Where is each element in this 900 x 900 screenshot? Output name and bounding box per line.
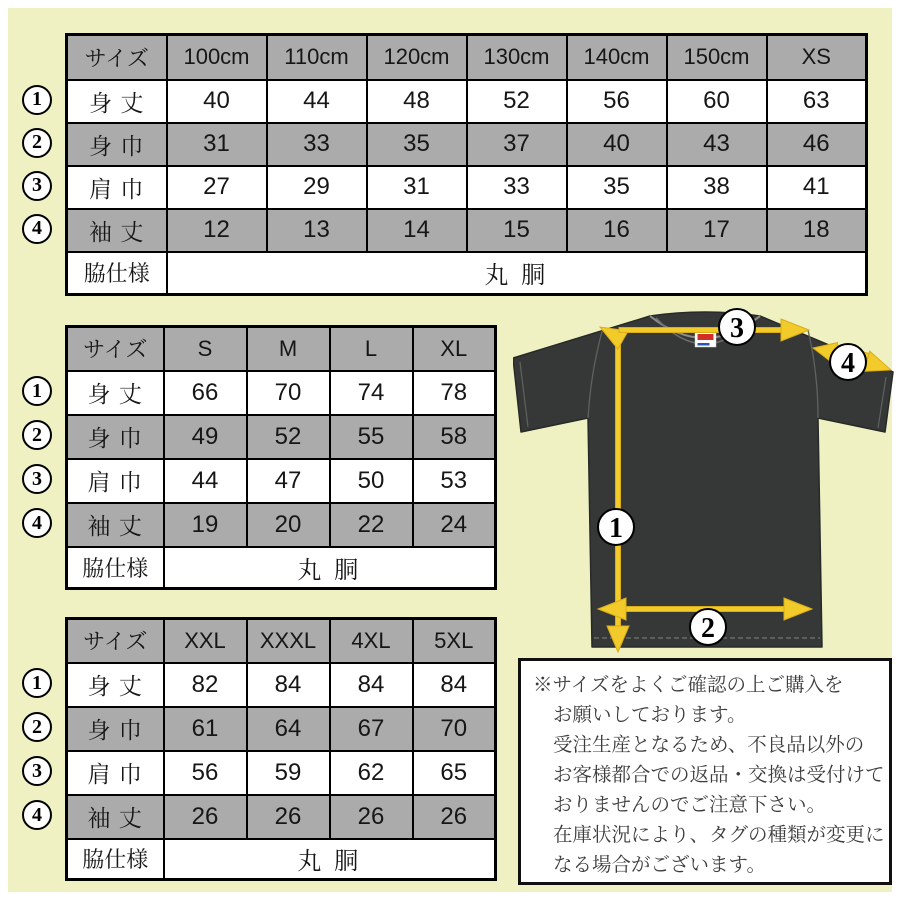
measurement-value: 44: [164, 459, 247, 503]
size-col-header: M: [247, 327, 330, 371]
measurement-value: 18: [767, 209, 867, 252]
row-number-1: 1: [22, 376, 52, 406]
note-line: 在庫状況により、タグの種類が変更に: [553, 824, 885, 846]
size-col-header: 5XL: [413, 619, 496, 663]
size-col-header: XL: [413, 327, 496, 371]
measurement-row: [67, 459, 496, 503]
measurement-value: 48: [367, 80, 467, 123]
measurement-value: 26: [330, 795, 413, 839]
measurement-value: 84: [247, 663, 330, 707]
row-number-2: 2: [22, 128, 52, 158]
measurement-value: 59: [247, 751, 330, 795]
measurement-value: 82: [164, 663, 247, 707]
measurement-row: [67, 707, 496, 751]
marker-4: [830, 344, 866, 380]
measurement-value: 53: [413, 459, 496, 503]
measurement-row: [67, 751, 496, 795]
measurement-label: 袖 丈: [67, 795, 164, 839]
measurement-value: 22: [330, 503, 413, 547]
measurement-row: [67, 503, 496, 547]
measurement-value: 26: [247, 795, 330, 839]
measurement-label: 袖 丈: [67, 209, 167, 252]
measurement-value: 60: [667, 80, 767, 123]
footer-row: [67, 547, 496, 589]
measurement-value: 12: [167, 209, 267, 252]
measurement-row: [67, 795, 496, 839]
size-col-header: 110cm: [267, 35, 367, 80]
measurement-value: 29: [267, 166, 367, 209]
measurement-value: 78: [413, 371, 496, 415]
measurement-value: 63: [767, 80, 867, 123]
size-col-header: XXXL: [247, 619, 330, 663]
measurement-value: 33: [467, 166, 567, 209]
measurement-value: 24: [413, 503, 496, 547]
size-table-adult: [65, 325, 497, 590]
size-col-header: L: [330, 327, 413, 371]
measurement-label: 肩 巾: [67, 166, 167, 209]
size-col-header: S: [164, 327, 247, 371]
measurement-value: 58: [413, 415, 496, 459]
measurement-value: 74: [330, 371, 413, 415]
size-col-header: XXL: [164, 619, 247, 663]
measurement-value: 43: [667, 123, 767, 166]
measurement-value: 70: [247, 371, 330, 415]
marker-2: [690, 609, 726, 645]
header-row: [67, 35, 867, 80]
size-label-header: サイズ: [67, 619, 164, 663]
side-spec-label: 脇仕様: [67, 252, 167, 295]
measurement-value: 61: [164, 707, 247, 751]
row-number-3: 3: [22, 756, 52, 786]
measurement-value: 56: [164, 751, 247, 795]
row-number-1: 1: [22, 668, 52, 698]
measurement-value: 65: [413, 751, 496, 795]
measurement-value: 16: [567, 209, 667, 252]
measurement-value: 55: [330, 415, 413, 459]
note-line: 受注生産となるため、不良品以外の: [553, 734, 865, 756]
measurement-row: [67, 663, 496, 707]
measurement-value: 70: [413, 707, 496, 751]
measurement-value: 31: [167, 123, 267, 166]
row-number-3: 3: [22, 464, 52, 494]
measurement-value: 26: [413, 795, 496, 839]
size-table-big-block: [32, 617, 497, 881]
header-row: [67, 327, 496, 371]
measurement-value: 47: [247, 459, 330, 503]
note-line: ※サイズをよくご確認の上ご購入を: [533, 674, 844, 696]
size-table-adult-block: [32, 325, 497, 590]
measurement-label: 身 巾: [67, 707, 164, 751]
size-col-header: 150cm: [667, 35, 767, 80]
measurement-value: 35: [367, 123, 467, 166]
measurement-value: 84: [413, 663, 496, 707]
purchase-note-box: [518, 658, 892, 885]
svg-text:2: 2: [701, 613, 715, 644]
size-label-header: サイズ: [67, 35, 167, 80]
measurement-value: 49: [164, 415, 247, 459]
size-table-kids: [65, 33, 868, 296]
tshirt-measurement-diagram: [513, 300, 895, 658]
measurement-value: 56: [567, 80, 667, 123]
note-line: なる場合がございます。: [553, 854, 766, 876]
size-label-header: サイズ: [67, 327, 164, 371]
measurement-value: 20: [247, 503, 330, 547]
measurement-row: [67, 166, 867, 209]
measurement-value: 26: [164, 795, 247, 839]
note-line: お願いしております。: [553, 704, 747, 726]
measurement-value: 66: [164, 371, 247, 415]
measurement-value: 38: [667, 166, 767, 209]
measurement-value: 41: [767, 166, 867, 209]
size-table-big: [65, 617, 497, 881]
measurement-label: 身 巾: [67, 415, 164, 459]
measurement-label: 身 丈: [67, 80, 167, 123]
row-number-3: 3: [22, 171, 52, 201]
measurement-value: 31: [367, 166, 467, 209]
row-number-4: 4: [22, 214, 52, 244]
measurement-label: 身 丈: [67, 663, 164, 707]
size-col-header: 120cm: [367, 35, 467, 80]
measurement-value: 37: [467, 123, 567, 166]
header-row: [67, 619, 496, 663]
size-col-header: 130cm: [467, 35, 567, 80]
measurement-value: 52: [247, 415, 330, 459]
svg-text:1: 1: [609, 513, 623, 544]
size-col-header: 140cm: [567, 35, 667, 80]
measurement-value: 35: [567, 166, 667, 209]
measurement-row: [67, 80, 867, 123]
measurement-value: 62: [330, 751, 413, 795]
measurement-value: 19: [164, 503, 247, 547]
brand-tag-icon: [695, 331, 716, 347]
measurement-value: 15: [467, 209, 567, 252]
footer-row: [67, 839, 496, 880]
measurement-label: 身 丈: [67, 371, 164, 415]
marker-3: [719, 309, 755, 345]
measurement-row: [67, 123, 867, 166]
svg-text:3: 3: [730, 313, 744, 344]
measurement-value: 33: [267, 123, 367, 166]
measurement-value: 67: [330, 707, 413, 751]
side-spec-value: 丸 胴: [164, 839, 496, 880]
measurement-label: 肩 巾: [67, 459, 164, 503]
measurement-value: 40: [167, 80, 267, 123]
side-spec-value: 丸 胴: [164, 547, 496, 589]
side-spec-value: 丸 胴: [167, 252, 867, 295]
measurement-row: [67, 415, 496, 459]
measurement-value: 13: [267, 209, 367, 252]
measurement-label: 肩 巾: [67, 751, 164, 795]
row-number-2: 2: [22, 712, 52, 742]
measurement-value: 50: [330, 459, 413, 503]
measurement-value: 27: [167, 166, 267, 209]
measurement-label: 身 巾: [67, 123, 167, 166]
row-number-2: 2: [22, 420, 52, 450]
measurement-label: 袖 丈: [67, 503, 164, 547]
row-number-4: 4: [22, 800, 52, 830]
size-col-header: XS: [767, 35, 867, 80]
measurement-value: 14: [367, 209, 467, 252]
measurement-value: 64: [247, 707, 330, 751]
measurement-value: 84: [330, 663, 413, 707]
note-line: お客様都合での返品・交換は受付けて: [553, 764, 885, 786]
footer-row: [67, 252, 867, 295]
size-table-kids-block: [32, 33, 868, 296]
measurement-row: [67, 371, 496, 415]
note-line: おりませんのでご注意下さい。: [553, 794, 827, 816]
side-spec-label: 脇仕様: [67, 547, 164, 589]
measurement-value: 17: [667, 209, 767, 252]
measurement-value: 40: [567, 123, 667, 166]
row-number-1: 1: [22, 85, 52, 115]
measurement-value: 44: [267, 80, 367, 123]
measurement-value: 52: [467, 80, 567, 123]
measurement-value: 46: [767, 123, 867, 166]
marker-1: [598, 509, 634, 545]
row-number-4: 4: [22, 508, 52, 538]
side-spec-label: 脇仕様: [67, 839, 164, 880]
svg-text:4: 4: [841, 348, 855, 379]
measurement-row: [67, 209, 867, 252]
size-col-header: 4XL: [330, 619, 413, 663]
size-col-header: 100cm: [167, 35, 267, 80]
